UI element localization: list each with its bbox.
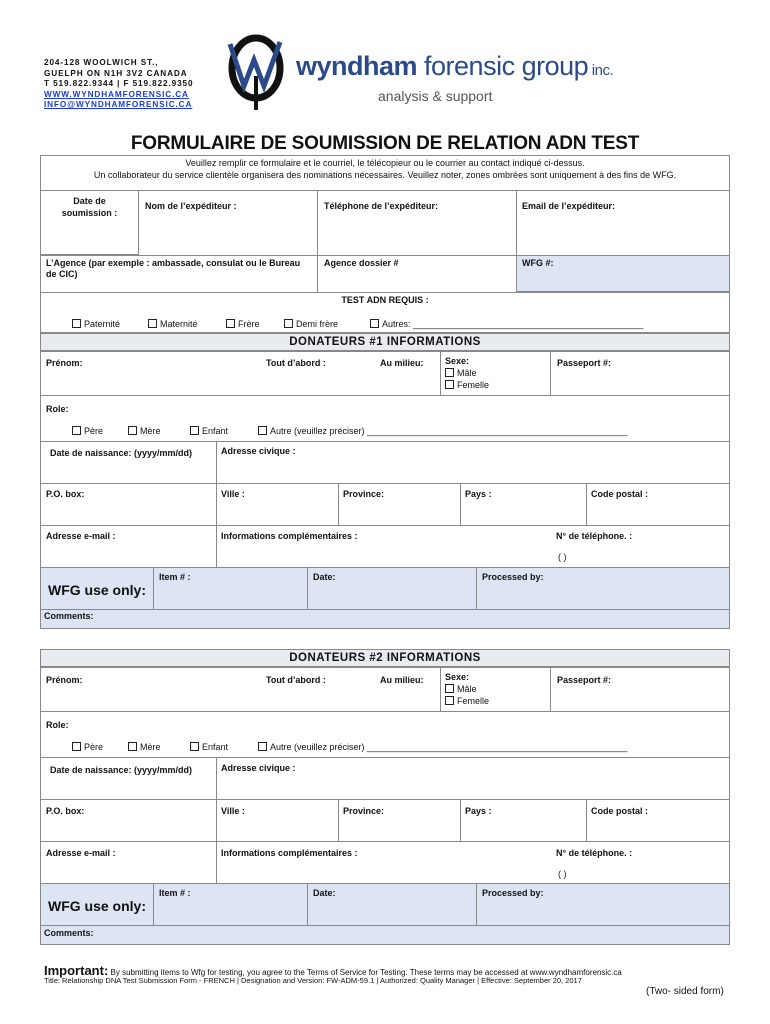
- donor-1-country-label: Pays :: [465, 489, 492, 499]
- donor-1-address-label: Adresse civique :: [221, 446, 296, 456]
- donor-2-province-label: Province:: [343, 806, 385, 816]
- donor-1-pobox-label: P.O. box:: [46, 489, 85, 499]
- test-half-brother-checkbox[interactable]: Demi frère: [284, 319, 338, 329]
- submission-date-label: Date de soumission :: [61, 196, 118, 218]
- donor-2-heading: DONATEURS #2 INFORMATIONS: [289, 652, 481, 664]
- donor-2-role-other-checkbox[interactable]: Autre (veuillez préciser) ____________________________________________________: [258, 742, 627, 752]
- donor-2-sex-label: Sexe:: [445, 672, 470, 682]
- donor-1-city-label: Ville :: [221, 489, 245, 499]
- intro-line: Un collaborateur du service clientèle organisera des nominations nécessaires. Veuillez noter, zones ombrées sont uniquement à des fins de WFG.: [93, 170, 677, 180]
- donor-2-address-label: Adresse civique :: [221, 763, 296, 773]
- donor-2-wfg-label: WFG use only:: [48, 898, 146, 914]
- donor-1-first-label: Tout d’abord :: [266, 358, 326, 368]
- donor-1-role-child-checkbox[interactable]: Enfant: [190, 426, 228, 436]
- test-required-label: TEST ADN REQUIS :: [341, 295, 429, 305]
- donor-1-role-other-checkbox[interactable]: Autre (veuillez préciser) ____________________________________________________: [258, 426, 627, 436]
- donor-2-dob-label: Date de naissance: (yyyy/mm/dd): [50, 765, 193, 775]
- donor-1-item-label: Item # :: [159, 572, 191, 582]
- email-link[interactable]: INFO@WYNDHAMFORENSIC.CA: [44, 100, 193, 109]
- donor-1-heading: DONATEURS #1 INFORMATIONS: [289, 336, 481, 348]
- donor-1-role-father-checkbox[interactable]: Père: [72, 426, 103, 436]
- donor-2-date-label: Date:: [313, 888, 336, 898]
- donor-2-info-label: Informations complémentaires :: [221, 848, 358, 858]
- donor-1-sex-label: Sexe:: [445, 356, 470, 366]
- donor-2-female-checkbox[interactable]: Femelle: [445, 696, 489, 706]
- agency-label: L’Agence (par exemple : ambassade, consulat ou le Bureau de CIC): [46, 258, 301, 279]
- donor-2-role-father-checkbox[interactable]: Père: [72, 742, 103, 752]
- two-sided-note: (Two- sided form): [646, 986, 724, 997]
- donor-1-passport-label: Passeport #:: [557, 358, 612, 368]
- donor-1-wfg-label: WFG use only:: [48, 582, 146, 598]
- test-other-checkbox[interactable]: Autres: ______________________________________________: [370, 319, 643, 329]
- donor-2-area-code: ( ): [558, 869, 567, 879]
- logo-name: wyndham forensic group inc.: [296, 51, 614, 81]
- donor-2-city-label: Ville :: [221, 806, 245, 816]
- sender-name-label: Nom de l’expéditeur :: [145, 201, 237, 211]
- donor-2-pobox-label: P.O. box:: [46, 806, 85, 816]
- submission-section: [40, 155, 730, 333]
- donor-2-email-label: Adresse e-mail :: [46, 848, 116, 858]
- logo-mark-icon: [222, 30, 294, 112]
- donor-2-passport-label: Passeport #:: [557, 675, 612, 685]
- test-paternity-checkbox[interactable]: Paternité: [72, 319, 120, 329]
- donor-1-role-mother-checkbox[interactable]: Mère: [128, 426, 161, 436]
- donor-1-first-name-label: Prénom:: [46, 358, 83, 368]
- wfg-number-label: WFG #:: [522, 258, 554, 268]
- test-brother-checkbox[interactable]: Frère: [226, 319, 260, 329]
- donor-1-female-checkbox[interactable]: Femelle: [445, 380, 489, 390]
- donor-1-postal-label: Code postal :: [591, 489, 649, 499]
- intro-line: Veuillez remplir ce formulaire et le courriel, le télécopieur ou le courrier au contact indiqué ci-dessus.: [185, 158, 585, 168]
- donor-2-item-label: Item # :: [159, 888, 191, 898]
- donor-1-dob-label: Date de naissance: (yyyy/mm/dd): [50, 448, 193, 458]
- donor-1-male-checkbox[interactable]: Mâle: [445, 368, 477, 378]
- donor-2-middle-label: Au milieu:: [380, 675, 424, 685]
- address-line: 204-128 WOOLWICH ST.,: [44, 58, 159, 67]
- donor-2-comments-label: Comments:: [44, 928, 94, 938]
- donor-2-phone-label: N° de téléphone. :: [556, 848, 633, 858]
- website-link[interactable]: WWW.WYNDHAMFORENSIC.CA: [44, 89, 189, 99]
- donor-2-processed-label: Processed by:: [482, 888, 544, 898]
- test-maternity-checkbox[interactable]: Maternité: [148, 319, 198, 329]
- donor-1-processed-label: Processed by:: [482, 572, 544, 582]
- donor-2-role-mother-checkbox[interactable]: Mère: [128, 742, 161, 752]
- sender-phone-label: Téléphone de l’expéditeur:: [324, 201, 439, 211]
- logo-tagline: analysis & support: [378, 88, 493, 104]
- donor-1-wfg-area: [40, 567, 730, 629]
- donor-2-male-checkbox[interactable]: Mâle: [445, 684, 477, 694]
- donor-1-phone-label: N° de téléphone. :: [556, 531, 633, 541]
- document-meta: Title: Relationship DNA Test Submission Form - FRENCH | Designation and Version: FW-ADM-59.1 | Authorized: Quality Manager | Effective: September 20, 2017: [44, 976, 582, 985]
- donor-1-province-label: Province:: [343, 489, 385, 499]
- donor-2-first-label: Tout d’abord :: [266, 675, 326, 685]
- donor-1-role-label: Role:: [46, 404, 69, 414]
- donor-1-area-code: ( ): [558, 552, 567, 562]
- agency-file-label: Agence dossier #: [324, 258, 399, 268]
- donor-2-country-label: Pays :: [465, 806, 492, 816]
- donor-1-middle-label: Au milieu:: [380, 358, 424, 368]
- donor-2-wfg-area: [40, 883, 730, 945]
- donor-1-comments-label: Comments:: [44, 611, 94, 621]
- important-notice: Important: By submitting items to Wfg for testing, you agree to the Terms of Service for Testing. These terms may be accessed at www.wyndhamforensic.ca: [44, 963, 622, 978]
- address-line: GUELPH ON N1H 3V2 CANADA: [44, 68, 188, 78]
- donor-1-date-label: Date:: [313, 572, 336, 582]
- address-line: T 519.822.9344 | F 519.822.9350: [44, 79, 194, 88]
- donor-2-role-child-checkbox[interactable]: Enfant: [190, 742, 228, 752]
- donor-2-postal-label: Code postal :: [591, 806, 649, 816]
- form-title: FORMULAIRE DE SOUMISSION DE RELATION ADN TEST: [130, 133, 640, 154]
- donor-2-first-name-label: Prénom:: [46, 675, 83, 685]
- donor-2-role-label: Role:: [46, 720, 69, 730]
- sender-email-label: Email de l’expéditeur:: [522, 201, 616, 211]
- donor-1-email-label: Adresse e-mail :: [46, 531, 116, 541]
- company-address: [44, 58, 193, 111]
- donor-1-info-label: Informations complémentaires :: [221, 531, 358, 541]
